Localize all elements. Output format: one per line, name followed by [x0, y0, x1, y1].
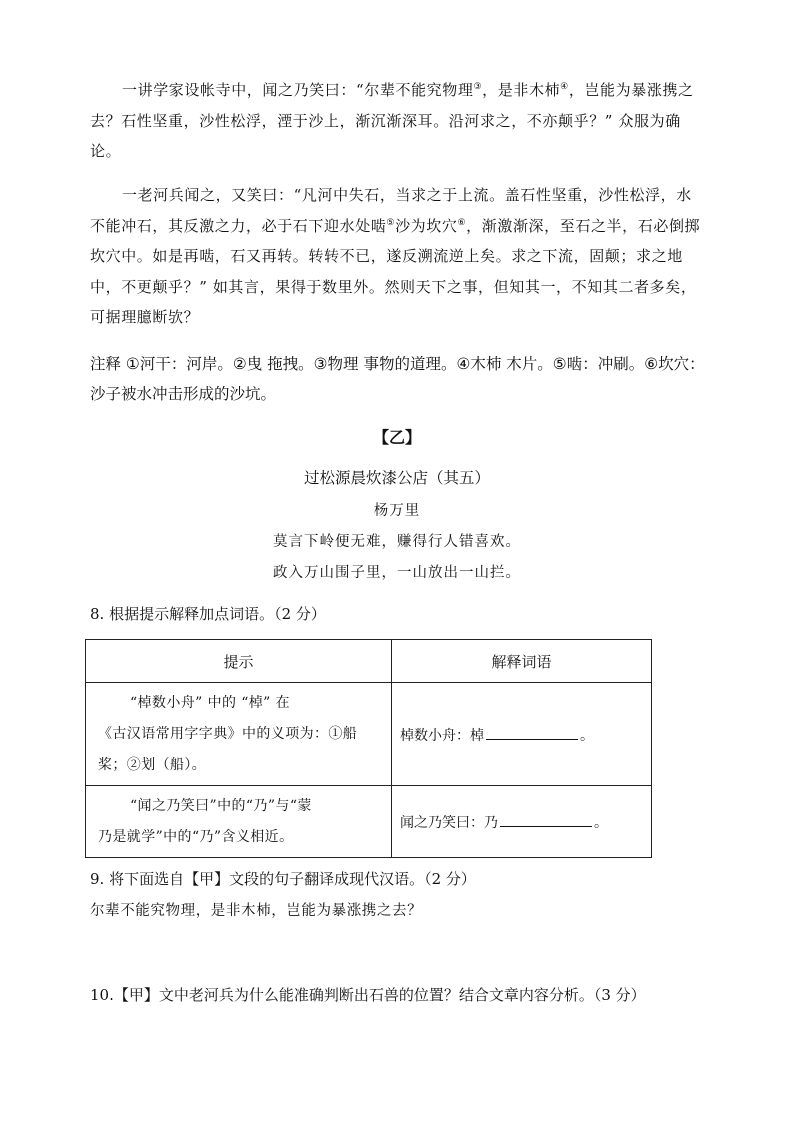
- passage-jia-paragraph-1: [90, 75, 705, 167]
- question-number: 8.: [90, 605, 105, 623]
- annotation-notes: 注释 ①河干：河岸。②曳 拖拽。③物理 事物的道理。④木杮 木片。⑤啮：冲刷。⑥坎穴：沙子被水冲击形成的沙坑。: [90, 355, 705, 403]
- passage-text: 沙为坎穴: [395, 216, 458, 235]
- question-score: （3 分）: [593, 986, 646, 1004]
- passage-text: ，是非木杮: [482, 81, 561, 99]
- footnote-marker: ④: [560, 82, 569, 92]
- section-yi-label: 【乙】: [372, 428, 421, 447]
- footnote-marker: ⑤: [386, 217, 396, 228]
- question-number: 9.: [90, 870, 105, 888]
- question-9: [90, 868, 730, 889]
- passage-text: 一讲学家设帐寺中，闻之乃笑曰：“尔辈不能究物理: [122, 81, 474, 99]
- table-row: [86, 786, 652, 858]
- answer-suffix: 。: [580, 727, 594, 744]
- word-explanation-table: [85, 639, 652, 858]
- hint-text: 《古汉语常用字字典》中的义项为：①船桨；②划（船）。: [98, 725, 358, 773]
- table-header-row: [86, 640, 652, 683]
- question-10: [90, 984, 730, 1005]
- hint-text: “棹数小舟” 中的 “棹” 在: [130, 694, 290, 711]
- hint-text: “闻之乃笑曰”中的“乃”与“蒙: [130, 797, 312, 814]
- question-text: 根据提示解释加点词语。: [109, 605, 275, 623]
- question-number: 10.: [90, 986, 114, 1004]
- answer-prefix: 闻之乃笑曰：乃: [400, 815, 498, 831]
- table-row: [86, 683, 652, 786]
- question-text: 【甲】文中老河兵为什么能准确判断出石兽的位置？结合文章内容分析。: [113, 986, 594, 1004]
- passage-jia-paragraph-2: [90, 180, 705, 333]
- answer-suffix: 。: [594, 815, 608, 831]
- passage-text: ，岂能为暴涨携之去？石性坚重，沙性松浮，湮于沙上，渐沉渐深耳。沿河求之，不亦颠乎？” 众服为确论。: [90, 81, 694, 160]
- question-8: [90, 603, 730, 624]
- footnote-marker: ⑥: [457, 217, 467, 228]
- hint-cell: [86, 683, 392, 786]
- answer-cell: [392, 786, 652, 858]
- answer-prefix: 棹数小舟：棹: [400, 727, 484, 744]
- hint-text: 乃是就学”中的“乃”含义相近。: [98, 828, 294, 845]
- passage-text: ，渐激渐深，至石之半，石必倒掷坎穴中。如是再啮，石又再转。转转不已，遂反溯流逆上矣。求之下流，固颠；求之地中，不更颠乎？” 如其言，果得于数里外。然则天下之事，但知其一，不知其二者多矣，可据理臆断欤？: [90, 216, 701, 326]
- question-score: （2 分）: [424, 870, 476, 888]
- answer-cell: [392, 683, 652, 786]
- hint-cell: [86, 786, 392, 858]
- header-hint: 提示: [86, 640, 392, 683]
- answer-blank-nai[interactable]: [500, 811, 592, 827]
- passage-text: 一老河兵闻之，又笑曰：“凡河中失石，当求之于上流。盖石性坚重，沙性松浮，水不能冲石，其反激之力，必于石下迎水处啮: [90, 186, 692, 235]
- poem-author: 杨万里: [373, 503, 421, 519]
- question-text: 将下面选自【甲】文段的句子翻译成现代汉语。: [109, 870, 425, 888]
- poem-line-2: 政入万山围子里，一山放出一山拦。: [273, 565, 521, 581]
- poem-line-1: 莫言下岭便无难，赚得行人错喜欢。: [273, 534, 521, 550]
- header-answer: 解释词语: [392, 640, 652, 683]
- question-score: （2 分）: [274, 605, 326, 623]
- translation-sentence: 尔辈不能究物理，是非木杮，岂能为暴涨携之去？: [90, 903, 423, 919]
- footnote-marker: ③: [473, 82, 483, 92]
- answer-blank-zhao[interactable]: [486, 724, 578, 740]
- poem-title: 过松源晨炊漆公店（其五）: [303, 469, 490, 487]
